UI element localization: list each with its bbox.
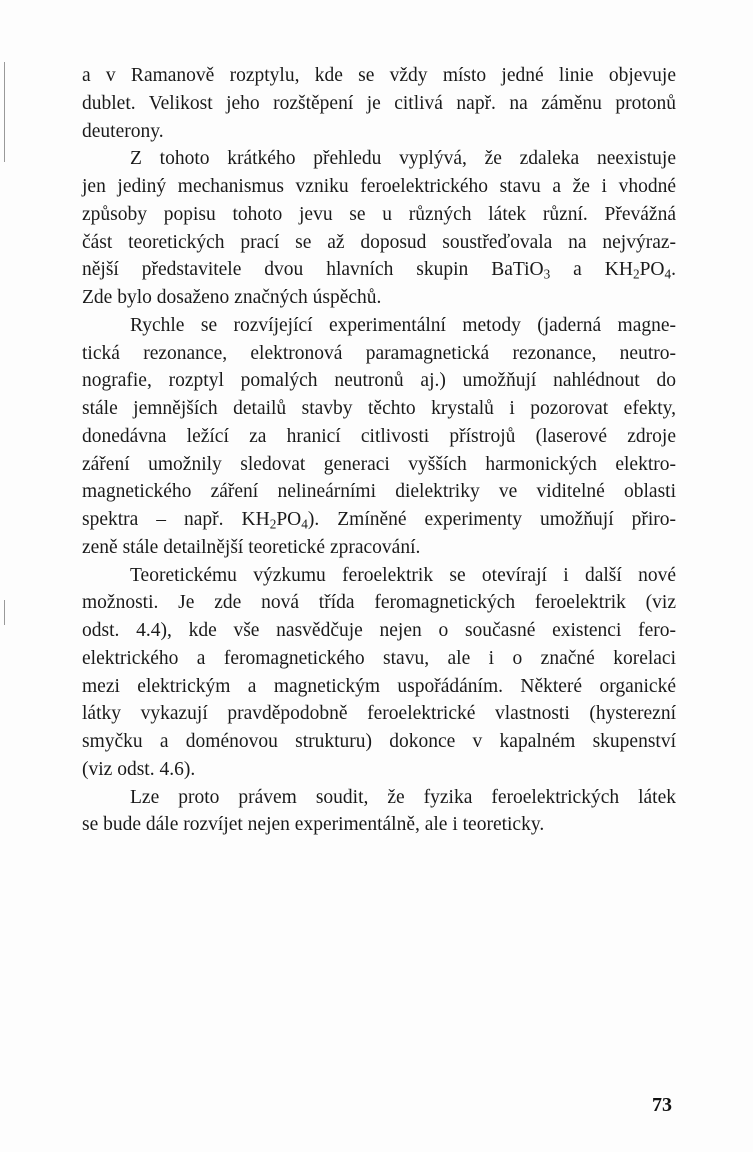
page-number: 73: [652, 1094, 672, 1116]
text-run: donedávna ležící za hranicí citlivosti přístrojů (laserové zdroje: [82, 425, 676, 447]
text-line: [82, 201, 676, 229]
paragraph: [82, 145, 676, 312]
text-run: nější představitele dvou hlavních skupin BaTiO: [82, 259, 544, 281]
text-run: záření umožnily sledovat generaci vyšších harmonických elektro-: [82, 453, 676, 475]
text-line: [82, 312, 676, 340]
text-run: Z tohoto krátkého přehledu vyplývá, že zdaleka neexistuje: [130, 148, 676, 170]
scan-margin-mark: [4, 62, 5, 162]
paragraph: [82, 62, 676, 145]
text-run: látky vykazují pravděpodobně feroelektrické vlastnosti (hysterezní: [82, 703, 676, 725]
text-line: [82, 256, 676, 284]
text-line: [82, 367, 676, 395]
body-text: [82, 62, 676, 839]
text-line: [82, 700, 676, 728]
text-line: [82, 562, 676, 590]
text-run: tická rezonance, elektronová paramagnetická rezonance, neutro-: [82, 342, 676, 364]
text-run: (viz odst. 4.6).: [82, 758, 196, 780]
paragraph: [82, 312, 676, 562]
text-run: spektra – např. KH: [82, 509, 270, 530]
text-line: [82, 229, 676, 257]
text-line: [82, 811, 676, 839]
text-line: [82, 145, 676, 173]
text-line: [82, 478, 676, 506]
text-run: Zde bylo dosaženo značných úspěchů.: [82, 287, 382, 308]
text-run: způsoby popisu tohoto jevu se u různých látek různí. Převážná: [82, 203, 676, 225]
paragraph: [82, 784, 676, 840]
text-run: PO: [276, 509, 302, 530]
text-run: a KH: [550, 259, 633, 281]
text-line: [82, 423, 676, 451]
subscript: 2: [269, 516, 277, 532]
text-line: [82, 284, 676, 312]
text-line: [82, 506, 676, 534]
text-line: [82, 589, 676, 617]
text-run: Rychle se rozvíjející experimentální metody (jaderná magne-: [130, 314, 676, 336]
text-line: [82, 118, 676, 146]
text-line: [82, 673, 676, 701]
text-line: [82, 617, 676, 645]
text-line: [82, 90, 676, 118]
text-line: [82, 645, 676, 673]
text-run: nografie, rozptyl pomalých neutronů aj.) umožňují nahlédnout do: [82, 370, 676, 392]
subscript: 4: [301, 516, 308, 532]
subscript: 3: [543, 266, 551, 282]
text-run: deuterony.: [82, 120, 164, 142]
text-run: se bude dále rozvíjet nejen experimentálně, ale i teoreticky.: [82, 814, 545, 836]
text-line: [82, 62, 676, 90]
text-run: odst. 4.4), kde vše nasvědčuje nejen o současné existenci fero-: [82, 620, 676, 641]
text-run: .: [671, 259, 676, 281]
subscript: 4: [664, 266, 672, 282]
text-run: a v Ramanově rozptylu, kde se vždy místo jedné linie objevuje: [82, 65, 676, 86]
subscript: 2: [632, 266, 640, 282]
text-run: možnosti. Je zde nová třída feromagnetických feroelektrik (viz: [82, 592, 676, 614]
text-run: jen jediný mechanismus vzniku feroelektrického stavu a že i vhodné: [82, 176, 676, 197]
text-run: smyčku a doménovou strukturu) dokonce v kapalném skupenství: [82, 731, 676, 752]
text-line: [82, 340, 676, 368]
text-run: PO: [639, 259, 665, 281]
text-line: [82, 728, 676, 756]
text-line: [82, 534, 676, 562]
text-line: [82, 451, 676, 479]
text-line: [82, 395, 676, 423]
text-line: [82, 173, 676, 201]
text-line: [82, 784, 676, 812]
paragraph: [82, 562, 676, 784]
text-line: [82, 756, 676, 784]
scan-margin-mark: [4, 600, 5, 625]
text-run: magnetického záření nelineárními dielektriky ve viditelné oblasti: [82, 481, 676, 503]
text-run: ). Zmíněné experimenty umožňují přiro-: [307, 509, 677, 530]
text-run: Teoretickému výzkumu feroelektrik se otevírají i další nové: [130, 564, 676, 586]
text-run: zeně stále detailnější teoretické zpracování.: [82, 536, 421, 558]
text-run: dublet. Velikost jeho rozštěpení je citlivá např. na záměnu protonů: [82, 92, 676, 114]
text-run: mezi elektrickým a magnetickým uspořádáním. Některé organické: [82, 675, 676, 697]
text-run: stále jemnějších detailů stavby těchto krystalů i pozorovat efekty,: [82, 398, 676, 419]
text-run: elektrického a feromagnetického stavu, ale i o značné korelaci: [82, 647, 676, 669]
text-run: Lze proto právem soudit, že fyzika feroelektrických látek: [130, 786, 676, 808]
text-run: část teoretických prací se až doposud soustřeďovala na nejvýraz-: [82, 231, 676, 253]
